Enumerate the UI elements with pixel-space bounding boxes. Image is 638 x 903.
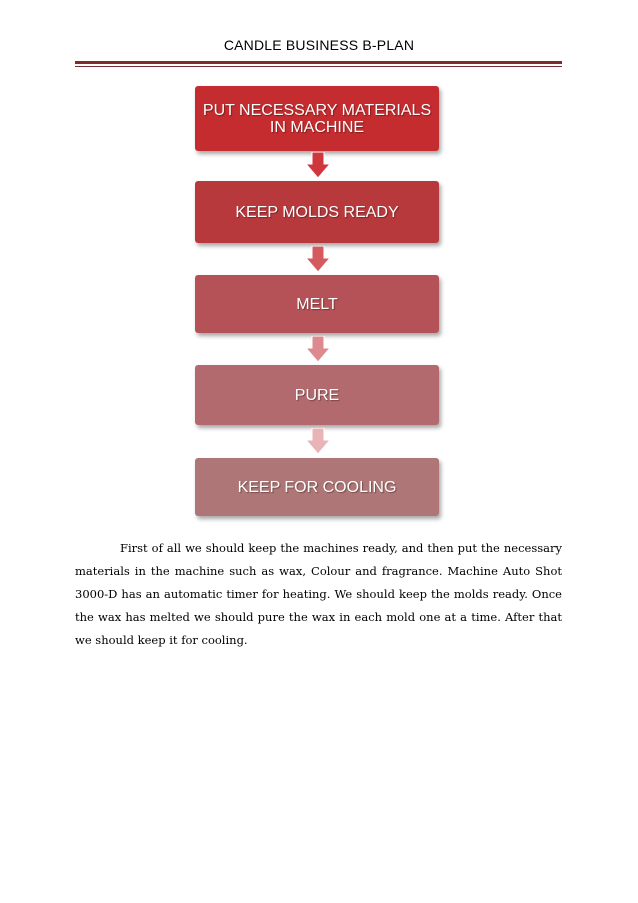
step-keep-molds-ready (195, 181, 439, 243)
step-label: PURE (294, 386, 340, 404)
arrow-down-icon (306, 428, 330, 454)
step-melt (195, 275, 439, 333)
arrow-down-icon (306, 152, 330, 178)
step-label: MELT (296, 295, 338, 313)
step-pure (195, 365, 439, 425)
header-title: CANDLE BUSINESS B-PLAN (223, 37, 415, 53)
step-label: KEEP MOLDS READY (235, 203, 399, 221)
step-put-materials (195, 86, 439, 151)
step-label: KEEP FOR COOLING (237, 478, 397, 496)
body-paragraph: First of all we should keep the machines ready, and then put the necessary materials in the machine such as wax, Colour and fragrance. Machine Auto Shot 3000-D has an automatic timer for heating. We should keep the molds ready. Once the wax has melted we should pure the wax in each mold one at a time. After that we should keep it for cooling. (75, 541, 562, 647)
header-rule-thin (75, 66, 562, 67)
arrow-down-icon (306, 246, 330, 272)
step-keep-for-cooling (195, 458, 439, 516)
arrow-down-icon (306, 336, 330, 362)
step-label: PUT NECESSARY MATERIALS IN MACHINE (202, 101, 432, 136)
header-rule-thick (75, 61, 562, 64)
